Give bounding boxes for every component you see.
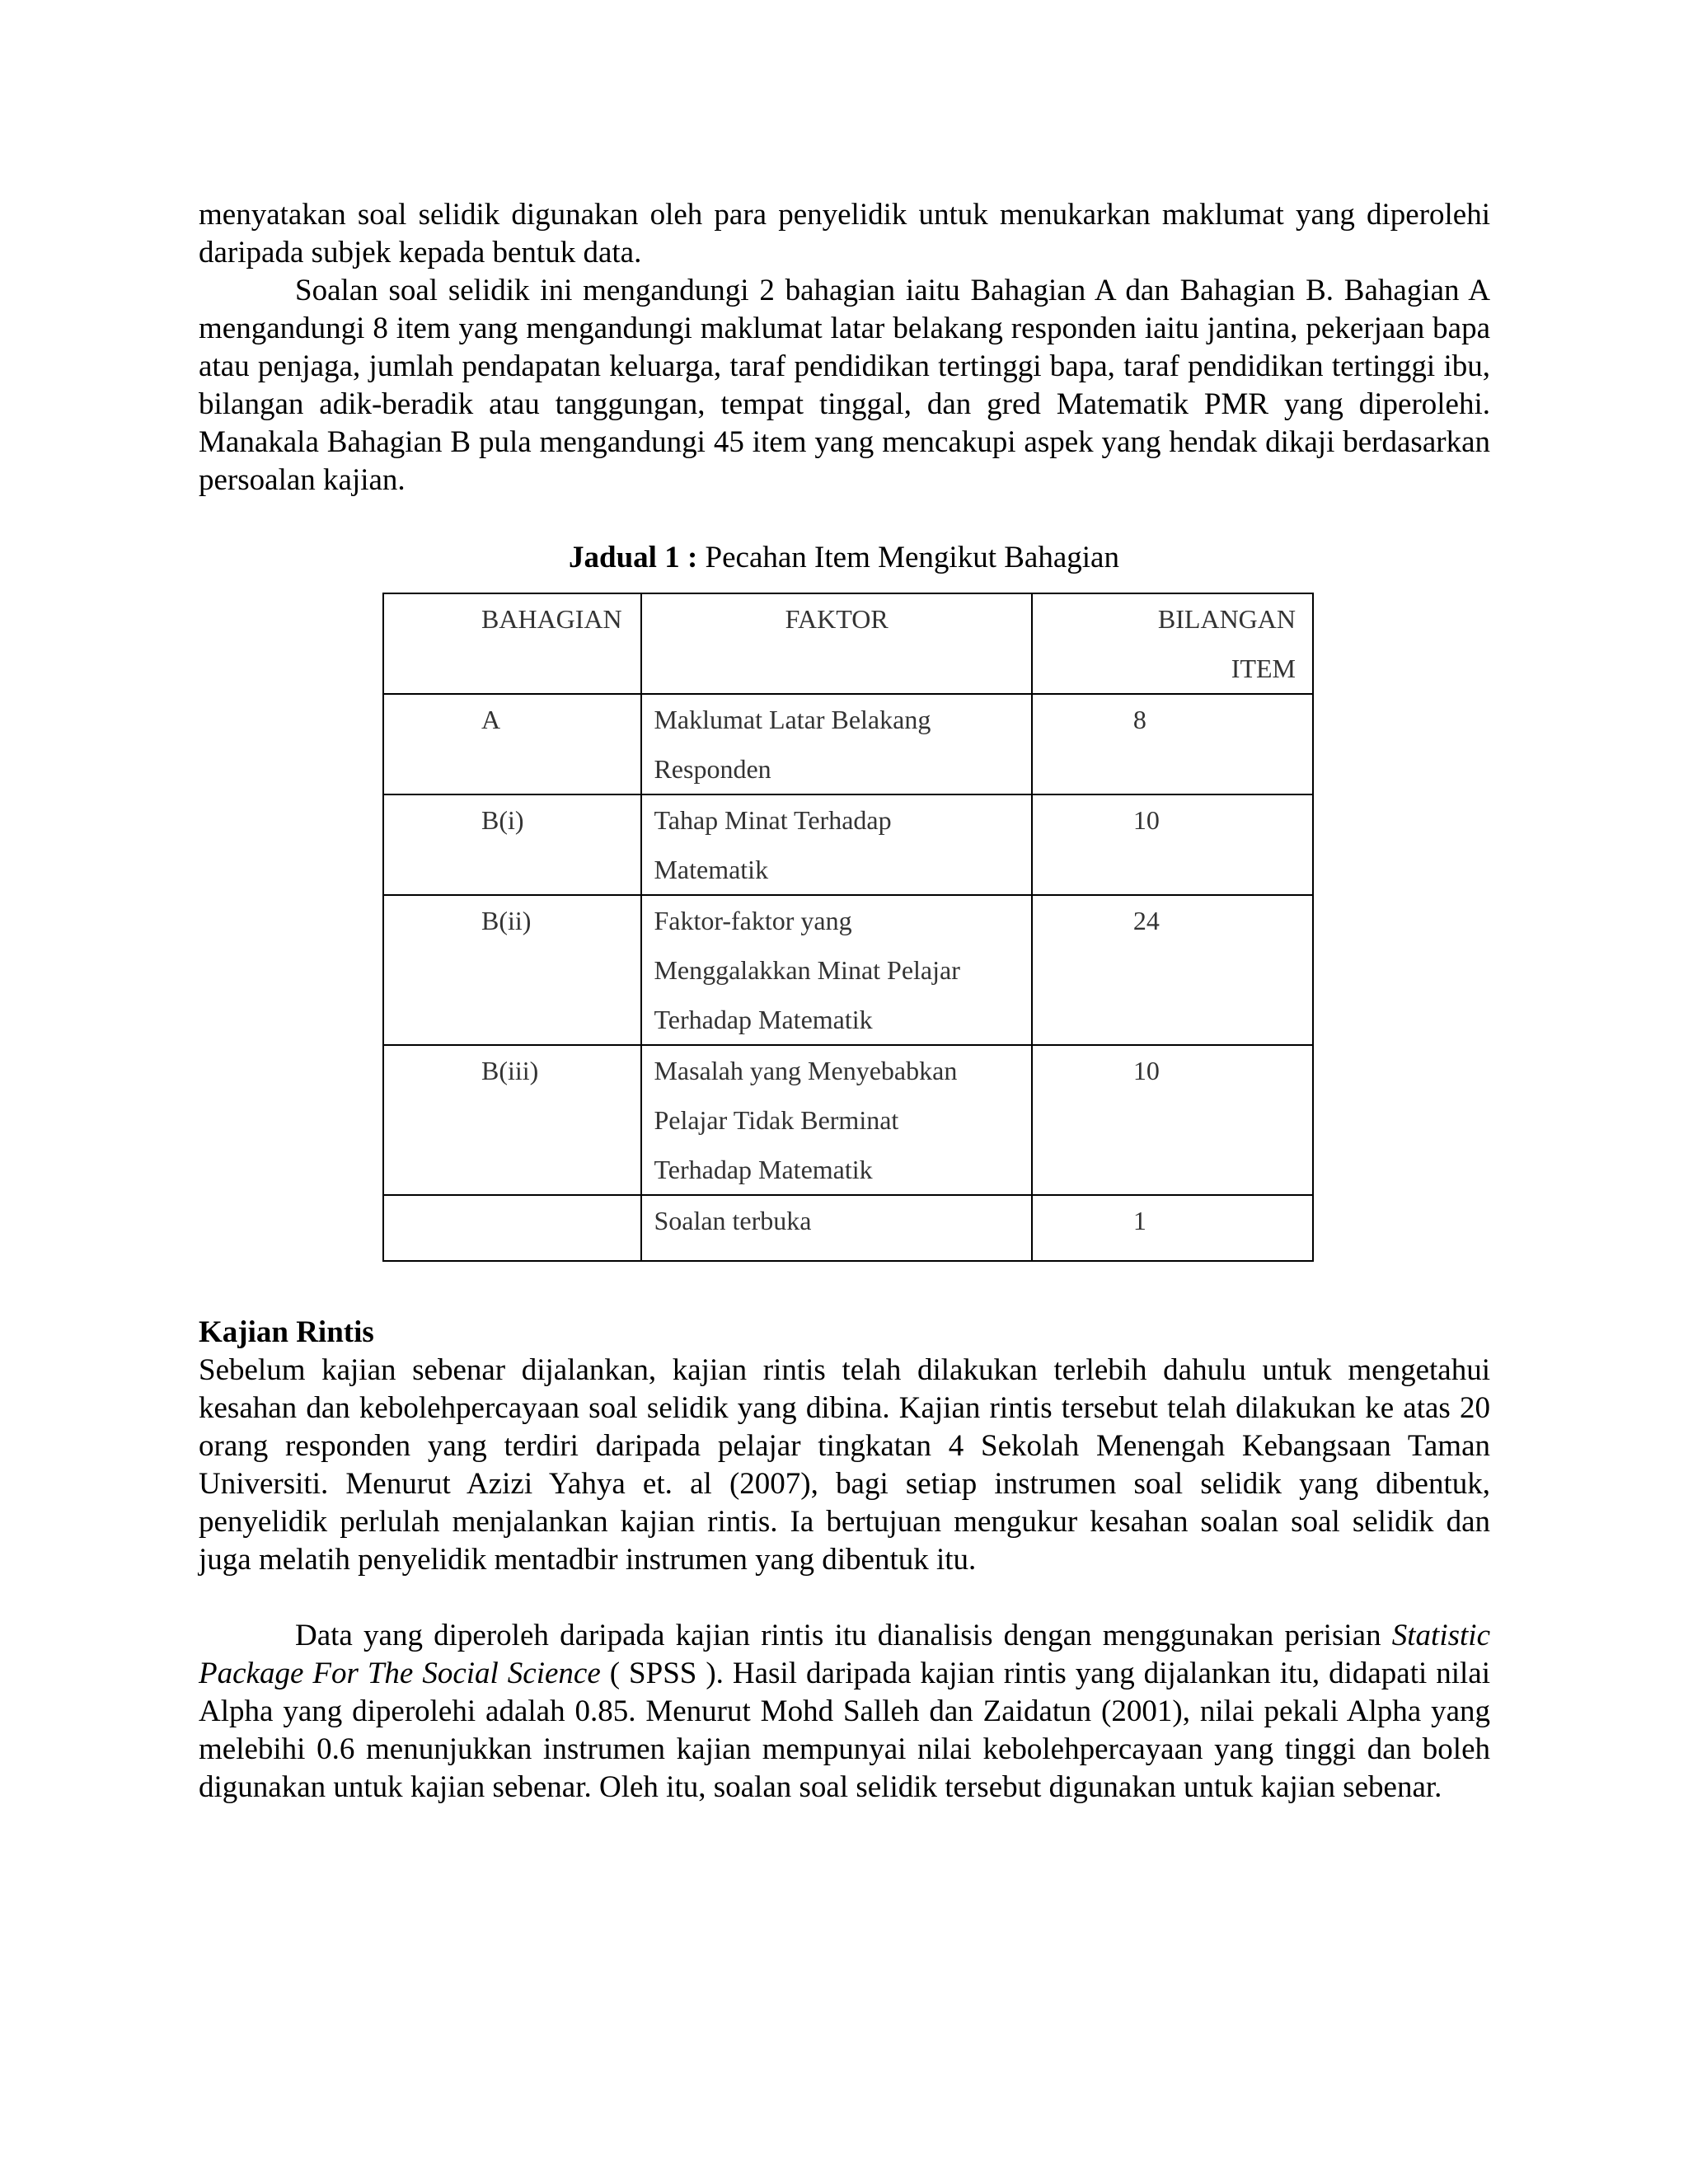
cell-faktor: Maklumat Latar Belakang Responden	[641, 694, 1031, 794]
cell-bilangan: 1	[1032, 1195, 1313, 1261]
table-row	[383, 1195, 1313, 1261]
cell-bahagian: B(i)	[383, 794, 641, 895]
cell-faktor: Soalan terbuka	[641, 1195, 1031, 1261]
cell-bahagian: B(ii)	[383, 895, 641, 1045]
header-bilangan-item: BILANGAN ITEM	[1032, 593, 1313, 694]
cell-bilangan: 10	[1032, 1045, 1313, 1195]
cell-bilangan: 10	[1032, 794, 1313, 895]
cell-bilangan: 24	[1032, 895, 1313, 1045]
table-caption	[0, 539, 1688, 577]
table-row	[383, 694, 1313, 794]
paragraph-intro: menyatakan soal selidik digunakan oleh para penyelidik untuk menukarkan maklumat yang diperolehi daripada subjek kepada bentuk data.	[199, 198, 1490, 269]
table-row	[383, 794, 1313, 895]
header-faktor: FAKTOR	[641, 593, 1031, 694]
paragraph-analysis	[199, 1617, 1490, 1807]
cell-bahagian	[383, 1195, 641, 1261]
paragraph-sections: Soalan soal selidik ini mengandungi 2 bahagian iaitu Bahagian A dan Bahagian B. Bahagian A mengandungi 8 item yang mengandungi maklumat latar belakang responden iaitu jantina, pekerjaan bapa atau penjaga, jumlah pendapatan keluarga, taraf pendidikan tertinggi bapa, taraf pendidikan tertinggi ibu, bilangan adik-beradik atau tanggungan, tempat tinggal, dan gred Matematik PMR yang diperolehi. Manakala Bahagian B pula mengandungi 45 item yang mencakupi aspek yang hendak dikaji berdasarkan persoalan kajian.	[199, 274, 1490, 497]
cell-bahagian: B(iii)	[383, 1045, 641, 1195]
table-header-row	[383, 593, 1313, 694]
cell-faktor: Masalah yang Menyebabkan Pelajar Tidak Berminat Terhadap Matematik	[641, 1045, 1031, 1195]
cell-faktor: Tahap Minat Terhadap Matematik	[641, 794, 1031, 895]
cell-faktor: Faktor-faktor yang Menggalakkan Minat Pelajar Terhadap Matematik	[641, 895, 1031, 1045]
section-heading: Kajian Rintis	[199, 1315, 374, 1349]
item-breakdown-table	[382, 593, 1314, 1262]
table-row	[383, 895, 1313, 1045]
cell-bahagian: A	[383, 694, 641, 794]
paragraph-analysis-start: Data yang diperoleh daripada kajian rintis itu dianalisis dengan menggunakan perisian	[295, 1619, 1392, 1652]
paragraph-pilot-study: Sebelum kajian sebenar dijalankan, kajian rintis telah dilakukan terlebih dahulu untuk mengetahui kesahan dan kebolehpercayaan soal selidik yang dibina. Kajian rintis tersebut telah dilakukan ke atas 20 orang responden yang terdiri daripada pelajar tingkatan 4 Sekolah Menengah Kebangsaan Taman Universiti. Menurut Azizi Yahya et. al (2007), bagi setiap instrumen soal selidik yang dibentuk, penyelidik perlulah menjalankan kajian rintis. Ia bertujuan mengukur kesahan soalan soal selidik dan juga melatih penyelidik mentadbir instrumen yang dibentuk itu.	[199, 1353, 1490, 1577]
software-name: Statistic Package For The Social Science	[199, 1619, 1490, 1690]
table-row	[383, 1045, 1313, 1195]
paragraph-analysis-end: ( SPSS ). Hasil daripada kajian rintis yang dijalankan itu, didapati nilai Alpha yang diperolehi adalah 0.85. Menurut Mohd Salleh dan Zaidatun (2001), nilai pekali Alpha yang melebihi 0.6 menunjukkan instrumen kajian mempunyai nilai kebolehpercayaan yang tinggi dan boleh digunakan untuk kajian sebenar. Oleh itu, soalan soal selidik tersebut digunakan untuk kajian sebenar.	[199, 1657, 1490, 1804]
cell-bilangan: 8	[1032, 694, 1313, 794]
table-caption-text: Pecahan Item Mengikut Bahagian	[697, 541, 1119, 574]
header-bahagian: BAHAGIAN	[383, 593, 641, 694]
table-caption-label: Jadual 1 :	[569, 541, 698, 574]
